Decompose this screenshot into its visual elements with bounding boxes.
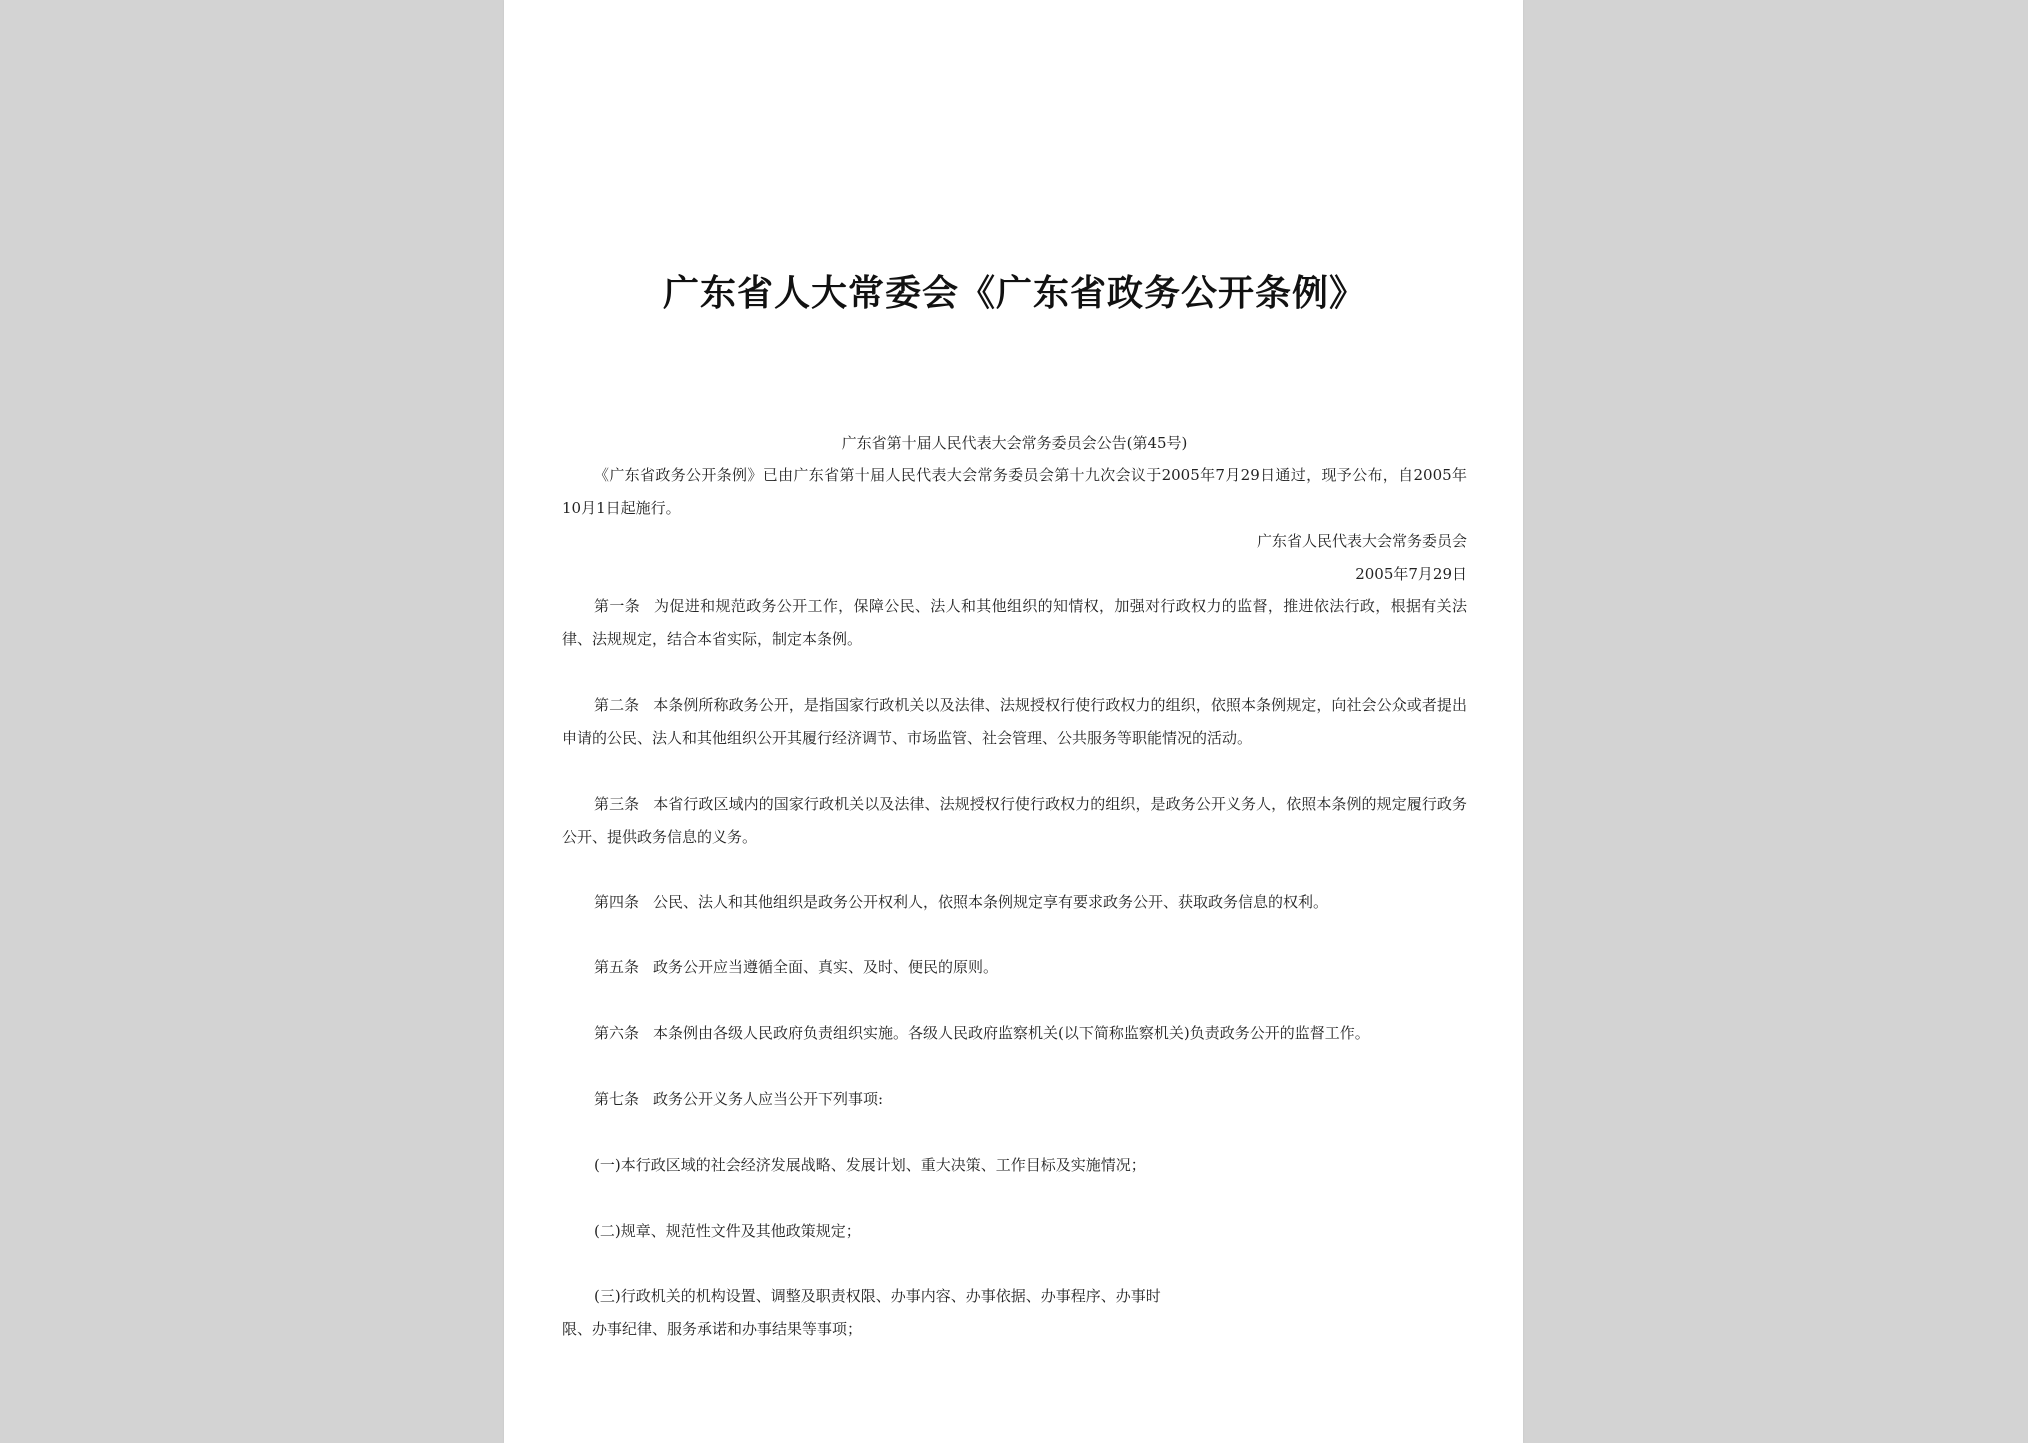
article-text: 为促进和规范政务公开工作，保障公民、法人和其他组织的知情权，加强对行政权力的监督，推进依法行政，根据有关法律、法规规定，结合本省实际，制定本条例。: [562, 597, 1467, 648]
article-4: [562, 886, 1467, 919]
article-text: 公民、法人和其他组织是政务公开权利人，依照本条例规定享有要求政务公开、获取政务信息的权利。: [653, 893, 1329, 911]
list-item-2: (二)规章、规范性文件及其他政策规定；: [594, 1222, 861, 1240]
article-3: [562, 788, 1467, 854]
signature-org: 广东省人民代表大会常务委员会: [1256, 532, 1467, 550]
signature-date: 2005年7月29日: [1355, 565, 1467, 583]
document-title: 广东省人大常委会《广东省政务公开条例》: [662, 273, 1366, 314]
article-number: 第七条: [594, 1090, 640, 1108]
article-number: 第四条: [594, 893, 640, 911]
article-number: 第五条: [594, 958, 640, 976]
list-item-3-line-2: 限、办事纪律、服务承诺和办事结果等事项；: [562, 1320, 863, 1338]
list-item-3-line-1: (三)行政机关的机构设置、调整及职责权限、办事内容、办事依据、办事程序、办事时: [594, 1287, 1161, 1305]
article-text: 本省行政区域内的国家行政机关以及法律、法规授权行使行政权力的组织，是政务公开义务人，依照本条例的规定履行政务公开、提供政务信息的义务。: [562, 795, 1467, 846]
article-number: 第一条: [594, 597, 641, 615]
article-text: 本条例由各级人民政府负责组织实施。各级人民政府监察机关(以下简称监察机关)负责政务公开的监督工作。: [653, 1024, 1370, 1042]
article-number: 第二条: [594, 696, 640, 714]
article-1: [562, 590, 1467, 656]
article-7: [562, 1083, 1467, 1116]
article-6: [562, 1017, 1467, 1050]
article-5: [562, 951, 1467, 984]
list-item-1: (一)本行政区域的社会经济发展战略、发展计划、重大决策、工作目标及实施情况；: [594, 1156, 1146, 1174]
article-text: 政务公开应当遵循全面、真实、及时、便民的原则。: [653, 958, 999, 976]
article-2: [562, 689, 1467, 755]
document-page: [504, 0, 1523, 1443]
article-number: 第三条: [594, 795, 640, 813]
intro-paragraph: 《广东省政务公开条例》已由广东省第十届人民代表大会常务委员会第十九次会议于2005年7月29日通过，现予公布，自2005年10月1日起施行。: [562, 466, 1467, 517]
article-text: 政务公开义务人应当公开下列事项:: [653, 1090, 884, 1108]
document-body: [562, 0, 1467, 1443]
article-text: 本条例所称政务公开，是指国家行政机关以及法律、法规授权行使行政权力的组织，依照本条例规定，向社会公众或者提出申请的公民、法人和其他组织公开其履行经济调节、市场监管、社会管理、公共服务等职能情况的活动。: [562, 696, 1467, 747]
article-number: 第六条: [594, 1024, 640, 1042]
notice-header: 广东省第十届人民代表大会常务委员会公告(第45号): [841, 434, 1188, 452]
